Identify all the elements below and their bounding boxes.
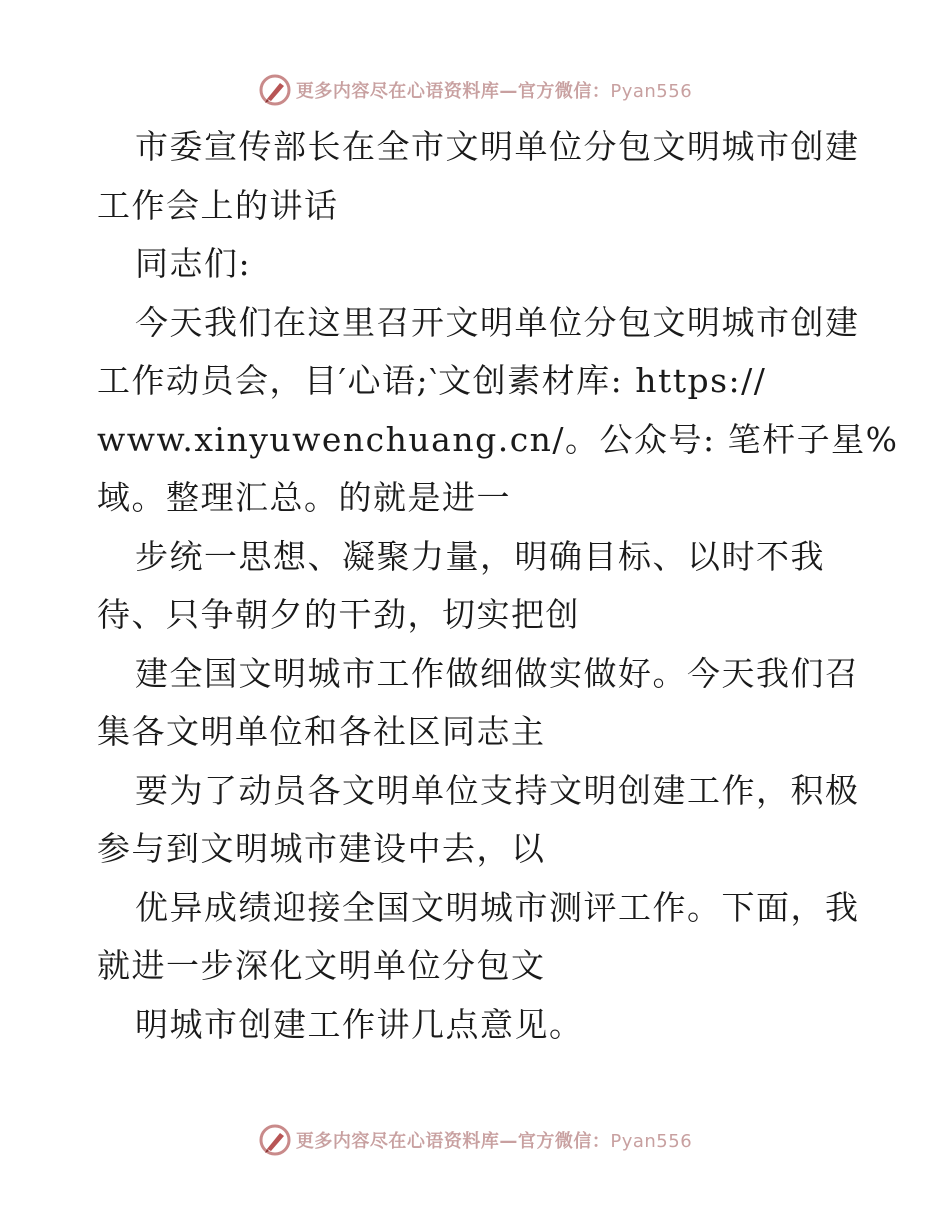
watermark-text: 更多内容尽在心语资料库—官方微信：Pyan556 (295, 81, 693, 102)
text-line: www.xinyuwenchuang.cn/。公众号: 笔杆子星% (97, 419, 899, 459)
text-line: 步统一思想、凝聚力量，明确目标、以时不我 (135, 536, 825, 576)
pen-logo-icon (258, 73, 292, 107)
text-line: 建全国文明城市工作做细做实做好。今天我们召 (135, 653, 860, 693)
text-line: 今天我们在这里召开文明单位分包文明城市创建 (135, 302, 860, 342)
document-body (97, 118, 899, 1054)
text-line: 同志们: (135, 244, 252, 283)
pen-logo-icon (258, 1123, 292, 1157)
text-line: 待、只争朝夕的干劲，切实把创 (97, 595, 580, 634)
text-line: 市委宣传部长在全市文明单位分包文明城市创建 (135, 127, 860, 166)
text-line: 要为了动员各文明单位支持文明创建工作，积极 (135, 770, 860, 810)
text-line: 域。整理汇总。的就是进一 (97, 478, 511, 517)
watermark-text: 更多内容尽在心语资料库—官方微信：Pyan556 (295, 1131, 693, 1152)
text-line: 就进一步深化文明单位分包文 (97, 946, 546, 985)
footer-watermark (0, 1120, 950, 1160)
header-watermark (0, 70, 950, 110)
text-line: 明城市创建工作讲几点意见。 (135, 1004, 584, 1044)
text-line: 工作动员会，目′心语;‵文创素材库: https:// (97, 361, 767, 400)
text-line: 优异成绩迎接全国文明城市测评工作。下面，我 (135, 887, 860, 927)
text-line: 集各文明单位和各社区同志主 (97, 712, 546, 751)
text-line: 工作会上的讲话 (97, 185, 339, 225)
text-line: 参与到文明城市建设中去，以 (97, 829, 546, 868)
